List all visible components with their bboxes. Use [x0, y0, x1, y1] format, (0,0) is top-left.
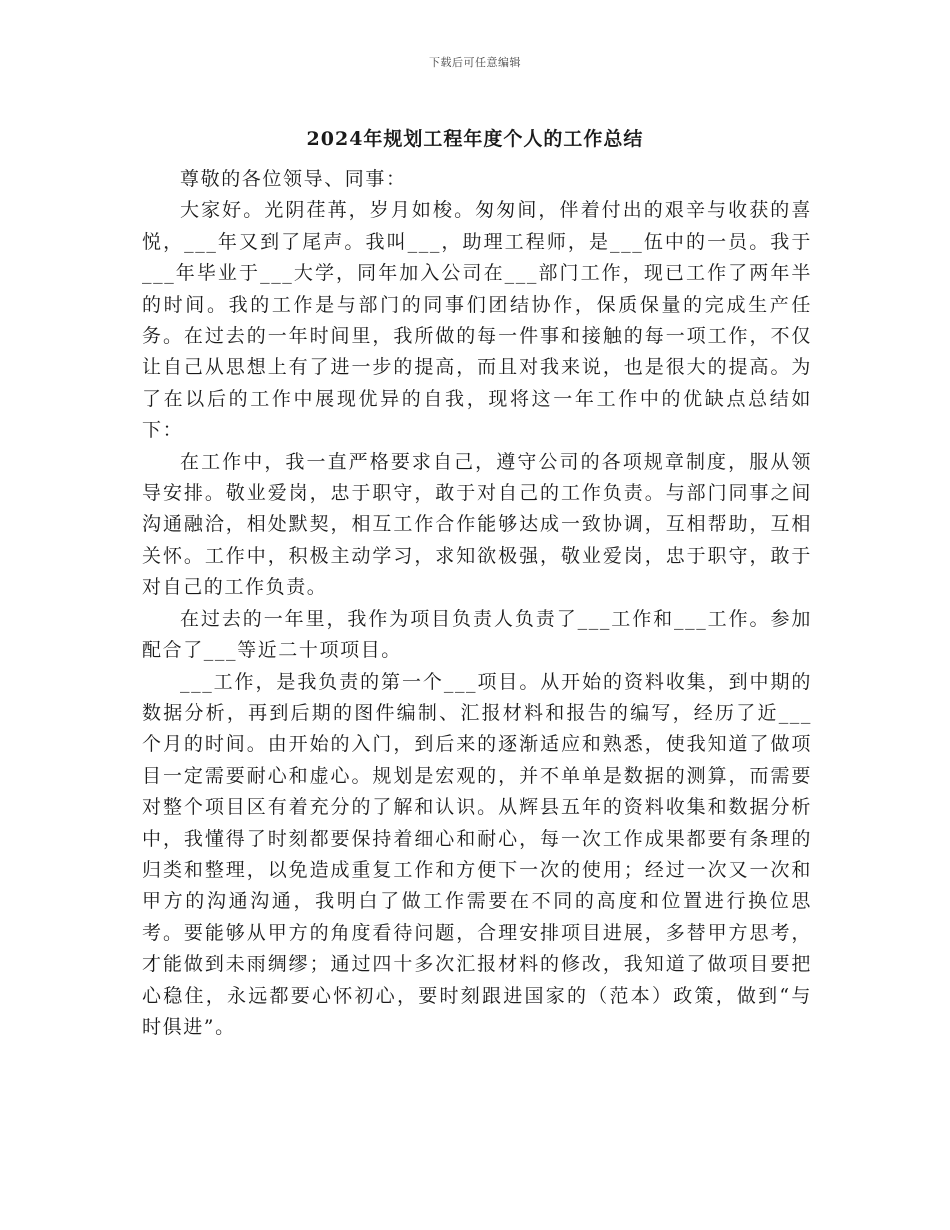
paragraph-first-project: ___工作，是我负责的第一个___项目。从开始的资料收集，到中期的数据分析，再到后期的图件编制、汇报材料和报告的编写，经历了近___个月的时间。由开始的入门，到后来的逐渐适应和熟悉，使我知道了做项目一定需要耐心和虚心。规划是宏观的，并不单单是数据的测算，而需要对整个项目区有着充分的了解和认识。从辉县五年的资料收集和数据分析中，我懂得了时刻都要保持着细心和耐心，每一次工作成果都要有条理的归类和整理，以免造成重复工作和方便下一次的使用；经过一次又一次和甲方的沟通沟通，我明白了做工作需要在不同的高度和位置进行换位思考。要能够从甲方的角度看待问题，合理安排项目进展，多替甲方思考，才能做到未雨绸缪；通过四十多次汇报材料的修改，我知道了做项目要把心稳住，永远都要心怀初心，要时刻跟进国家的（范本）政策，做到“与时俱进”。 — [142, 670, 812, 1038]
document-title: 2024年规划工程年度个人的工作总结 — [306, 128, 644, 150]
paragraph-projects: 在过去的一年里，我作为项目负责人负责了___工作和___工作。参加配合了___等近二十项项目。 — [142, 607, 812, 662]
salutation: 尊敬的各位领导、同事： — [180, 168, 407, 190]
document-body — [142, 164, 812, 1043]
header-note: 下载后可任意编辑 — [429, 56, 521, 69]
paragraph-work-attitude: 在工作中，我一直严格要求自己，遵守公司的各项规章制度，服从领导安排。敬业爱岗，忠于职守，敢于对自己的工作负责。与部门同事之间沟通融洽，相处默契，相互工作合作能够达成一致协调，互相帮助，互相关怀。工作中，积极主动学习，求知欲极强，敬业爱岗，忠于职守，敢于对自己的工作负责。 — [142, 450, 812, 599]
paragraph-intro: 大家好。光阴荏苒，岁月如梭。匆匆间，伴着付出的艰辛与收获的喜悦，___年又到了尾声。我叫___，助理工程师，是___伍中的一员。我于___年毕业于___大学，同年加入公司在___部门工作，现已工作了两年半的时间。我的工作是与部门的同事们团结协作，保质保量的完成生产任务。在过去的一年时间里，我所做的每一件事和接触的每一项工作，不仅让自己从思想上有了进一步的提高，而且对我来说，也是很大的提高。为了在以后的工作中展现优异的自我，现将这一年工作中的优缺点总结如下： — [142, 199, 812, 442]
